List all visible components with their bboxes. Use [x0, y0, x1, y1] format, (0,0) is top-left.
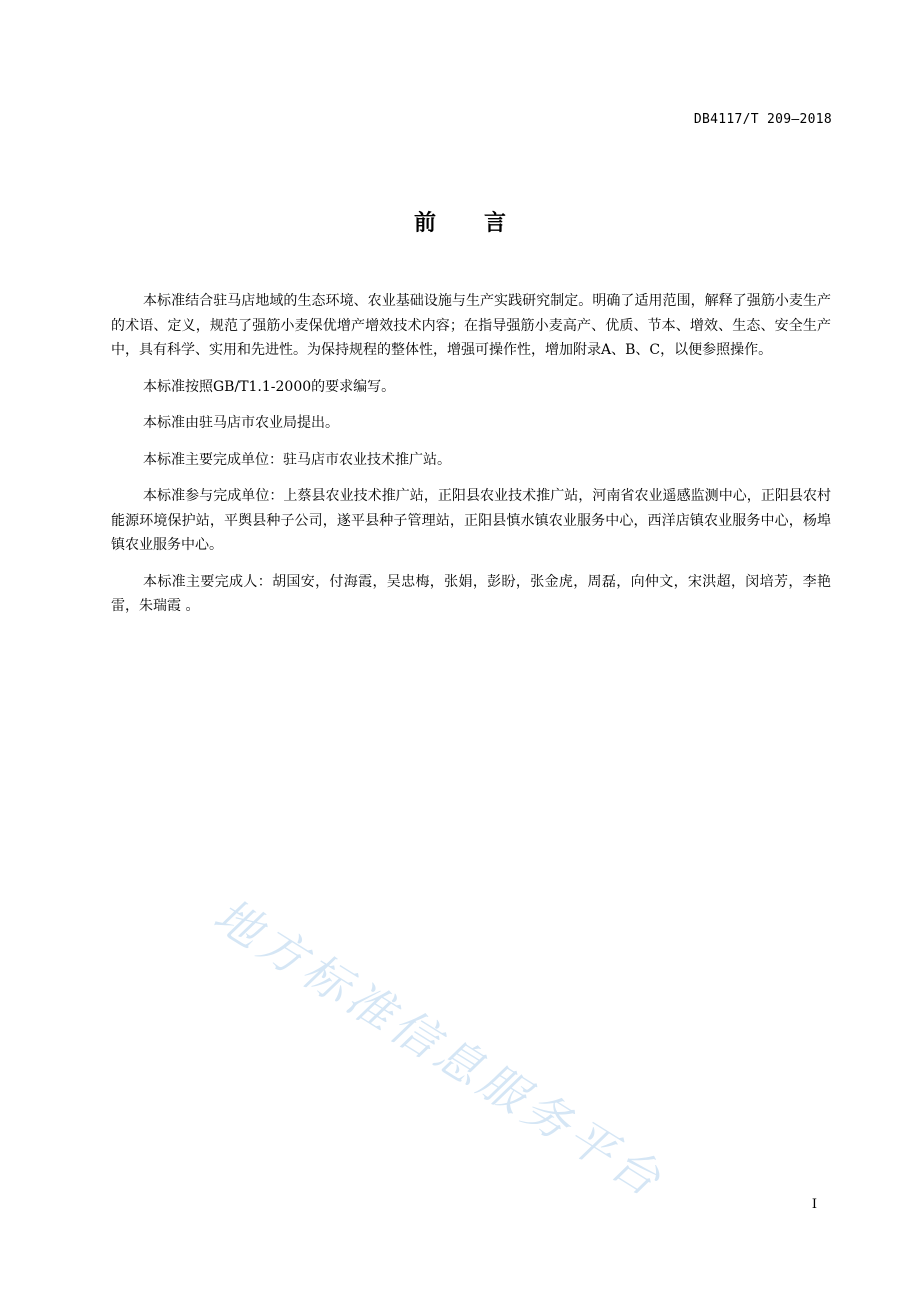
watermark: 地方标准信息服务平台 [204, 887, 675, 1209]
document-body [111, 289, 831, 631]
paragraph-proposer: 本标准由驻马店市农业局提出。 [143, 415, 339, 431]
page-title: 前言 [413, 211, 554, 236]
paragraph-participating-units: 本标准参与完成单位：上蔡县农业技术推广站，正阳县农业技术推广站，河南省农业遥感监测中心，正阳县农村能源环境保护站，平舆县种子公司，遂平县种子管理站，正阳县慎水镇农业服务中心，西洋店镇农业服务中心，杨埠镇农业服务中心。 [111, 488, 831, 553]
paragraph-authors: 本标准主要完成人：胡国安，付海霞，吴忠梅，张娟，彭盼，张金虎，周磊，向仲文，宋洪超，闵培芳，李艳雷，朱瑞霞 。 [111, 573, 831, 614]
paragraph-main-unit: 本标准主要完成单位：驻马店市农业技术推广站。 [143, 451, 451, 468]
paragraph-intro: 本标准结合驻马店地域的生态环境、农业基础设施与生产实践研究制定。明确了适用范围，解释了强筋小麦生产的术语、定义，规范了强筋小麦保优增产增效技术内容；在指导强筋小麦高产、优质、节本、增效、生态、安全生产中，具有科学、实用和先进性。为保持规程的整体性，增强可操作性，增加附录A、B、C，以便参照操作。 [111, 293, 831, 358]
paragraph-format: 本标准按照GB/T1.1-2000的要求编写。 [143, 378, 396, 395]
document-code: DB4117/T 209—2018 [693, 112, 832, 127]
page-number: I [811, 1197, 817, 1212]
